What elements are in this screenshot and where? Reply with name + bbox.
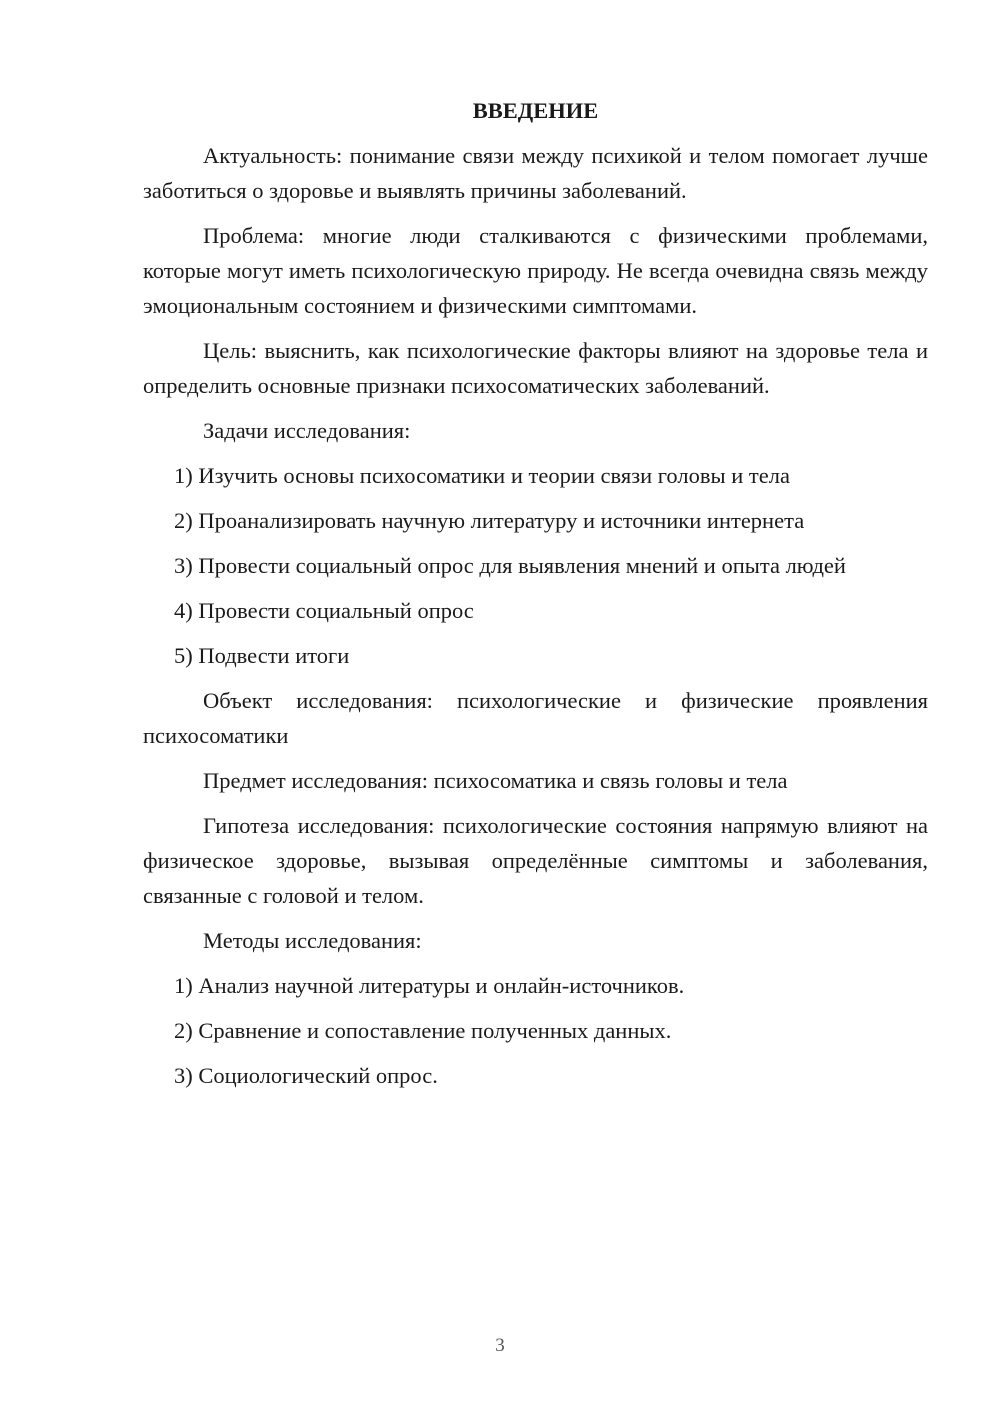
methods-heading: Методы исследования: <box>203 928 422 953</box>
goal-paragraph: Цель: выяснить, как психологические факторы влияют на здоровье тела и определить основные признаки психосоматических заболеваний. <box>143 338 928 398</box>
object-paragraph: Объект исследования: психологические и физические проявления психосоматики <box>143 688 928 748</box>
relevance-paragraph: Актуальность: понимание связи между психикой и телом помогает лучше заботиться о здоровье и выявлять причины заболеваний. <box>143 143 928 203</box>
page-number: 3 <box>495 1335 505 1356</box>
tasks-list <box>143 458 928 673</box>
method-item: 1) Анализ научной литературы и онлайн-источников. <box>174 973 685 998</box>
method-item: 2) Сравнение и сопоставление полученных данных. <box>174 1018 672 1043</box>
page-content <box>143 94 928 1103</box>
hypothesis-paragraph: Гипотеза исследования: психологические состояния напрямую влияют на физическое здоровье, вызывая определённые симптомы и заболевания, связанные с головой и телом. <box>143 813 928 908</box>
method-item: 3) Социологический опрос. <box>174 1063 438 1088</box>
subject-paragraph: Предмет исследования: психосоматика и связь головы и тела <box>203 768 788 793</box>
task-item: 4) Провести социальный опрос <box>174 598 474 623</box>
problem-paragraph: Проблема: многие люди сталкиваются с физическими проблемами, которые могут иметь психологическую природу. Не всегда очевидна связь между эмоциональным состоянием и физическими симптомами. <box>143 223 928 318</box>
task-item: 1) Изучить основы психосоматики и теории связи головы и тела <box>174 463 790 488</box>
task-item: 3) Провести социальный опрос для выявления мнений и опыта людей <box>174 553 846 578</box>
tasks-heading: Задачи исследования: <box>203 418 411 443</box>
task-item: 5) Подвести итоги <box>174 643 350 668</box>
methods-list <box>143 968 928 1093</box>
task-item: 2) Проанализировать научную литературу и источники интернета <box>174 508 805 533</box>
section-title: ВВЕДЕНИЕ <box>472 98 599 123</box>
